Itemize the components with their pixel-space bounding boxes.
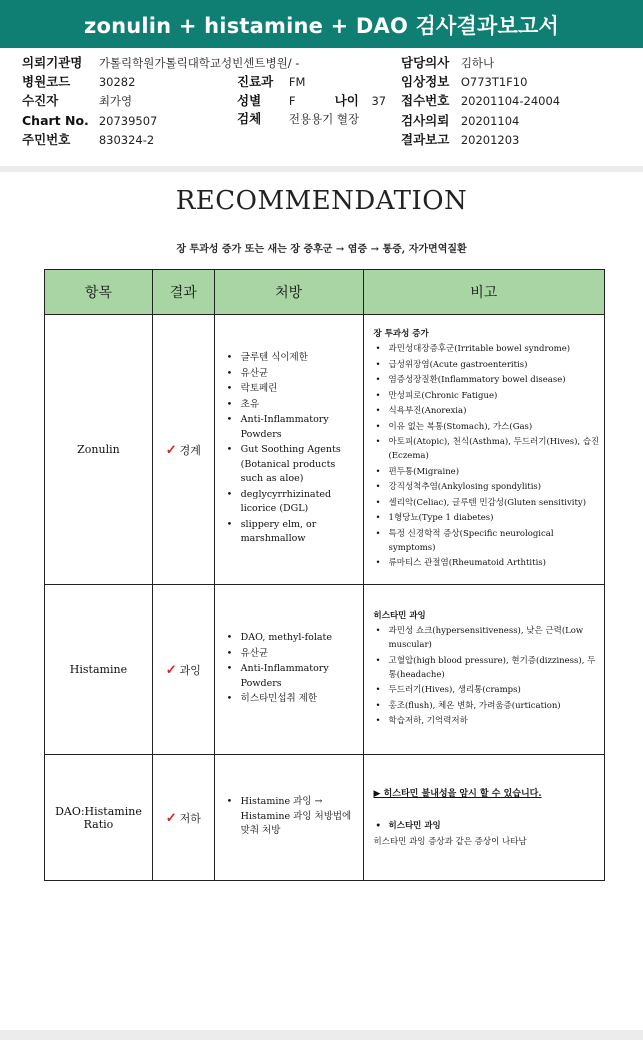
doctor-row xyxy=(401,54,494,72)
list-item: • 급성위장염(Acute gastroenteritis) xyxy=(374,358,600,372)
check-icon: ✓ xyxy=(165,810,177,826)
hospital-code-row xyxy=(22,73,135,91)
header-prescription: 처방 xyxy=(214,270,363,315)
specimen-value: 전용용기 혈장 xyxy=(288,112,360,126)
report-header-bar xyxy=(0,0,643,48)
check-icon: ✓ xyxy=(165,442,177,458)
recipient-row xyxy=(22,92,132,110)
list-item: • 식욕부진(Anorexia) xyxy=(374,404,600,418)
sex-row xyxy=(237,92,386,110)
list-item: • 편두통(Migraine) xyxy=(374,465,600,479)
result-cell xyxy=(152,585,214,755)
list-item: • 류마티스 관절염(Rheumatoid Arthtitis) xyxy=(374,556,600,570)
sex-label: 성별 xyxy=(237,93,262,108)
recommendation-title: RECOMMENDATION xyxy=(175,186,468,216)
header-result: 결과 xyxy=(152,270,214,315)
age-label: 나이 xyxy=(334,93,359,108)
doctor-value: 김하나 xyxy=(460,56,495,70)
patient-info-section xyxy=(0,48,643,168)
list-item: • 히스타민섭취 제한 xyxy=(227,692,357,707)
note-heading: 장 투과성 증가 xyxy=(373,329,429,340)
chart-no-label: Chart No. xyxy=(22,113,89,128)
list-item: • 특정 신경학적 증상(Specific neurological symptoms) xyxy=(374,527,600,555)
list-item: • 학습저하, 기억력저하 xyxy=(374,714,600,728)
result-value: 경계 xyxy=(179,443,201,457)
list-item: • 이유 없는 복통(Stomach), 가스(Gas) xyxy=(374,420,600,434)
age-value: 37 xyxy=(371,94,387,108)
note-text: 히스타민 과잉 증상과 같은 증상이 나타남 xyxy=(373,836,527,847)
resident-no-label: 주민번호 xyxy=(22,132,71,147)
list-item: • 히스타민 과잉 xyxy=(374,819,600,833)
list-item: • Histamine 과잉 → Histamine 과잉 처방법에 맞춰 처방 xyxy=(227,795,357,839)
note-cell xyxy=(363,755,604,881)
item-cell: DAO:Histamine Ratio xyxy=(45,755,153,881)
list-item: • 과민성 쇼크(hypersensitiveness), 낮은 근력(Low muscular) xyxy=(374,624,600,652)
list-item: • 염증성장질환(Inflammatory bowel disease) xyxy=(374,373,600,387)
note-cell xyxy=(363,315,604,585)
header-item: 항목 xyxy=(45,270,153,315)
sex-value: F xyxy=(288,94,296,108)
list-item: • DAO, methyl-folate xyxy=(227,631,357,646)
list-item: • 두드러기(Hives), 생리통(cramps) xyxy=(374,683,600,697)
table-header-row xyxy=(45,270,605,315)
test-request-row xyxy=(401,112,519,130)
institution-row: 의뢰기관명 가톨릭학원가톨릭대학교성빈센트병원/ - xyxy=(22,55,300,70)
check-icon: ✓ xyxy=(165,662,177,678)
report-date-row xyxy=(401,131,519,149)
item-cell: Zonulin xyxy=(45,315,153,585)
list-item: • Gut Soothing Agents (Botanical products such as aloe) xyxy=(227,443,357,487)
chart-no-value: 20739507 xyxy=(98,114,158,128)
doctor-label: 담당의사 xyxy=(401,55,450,70)
item-cell: Histamine xyxy=(45,585,153,755)
list-item: • 락토페린 xyxy=(227,382,357,397)
result-cell xyxy=(152,315,214,585)
list-item: • 유산균 xyxy=(227,647,357,662)
prescription-cell xyxy=(214,585,363,755)
resident-no-row xyxy=(22,131,154,149)
clinical-info-value: O773T1F10 xyxy=(460,75,528,89)
department-row xyxy=(237,73,305,91)
list-item: • 만성피로(Chronic Fatigue) xyxy=(374,389,600,403)
header-note: 비고 xyxy=(363,270,604,315)
list-item: • Anti-Inflammatory Powders xyxy=(227,662,357,691)
list-item: • 과민성대장증후군(Irritable bowel syndrome) xyxy=(374,342,600,356)
institution-value: 가톨릭학원가톨릭대학교성빈센트병원 xyxy=(98,56,288,70)
list-item: • Anti-Inflammatory Powders xyxy=(227,413,357,442)
test-request-value: 20201104 xyxy=(460,114,520,128)
report-date-label: 결과보고 xyxy=(401,132,450,147)
prescription-cell xyxy=(214,315,363,585)
list-item: • slippery elm, or marshmallow xyxy=(227,518,357,547)
hospital-code-label: 병원코드 xyxy=(22,74,71,89)
specimen-row xyxy=(237,110,359,128)
hospital-code-value: 30282 xyxy=(98,75,136,89)
clinical-info-row xyxy=(401,73,527,91)
prescription-cell xyxy=(214,755,363,881)
recommendation-subtitle: 장 투과성 증가 또는 새는 장 증후군 → 염증 → 통증, 자가면역질환 xyxy=(176,244,467,255)
list-item: • 아토피(Atopic), 천식(Asthma), 두드러기(Hives), 습진(Eczema) xyxy=(374,435,600,463)
report-date-value: 20201203 xyxy=(460,133,520,147)
recipient-label: 수진자 xyxy=(22,93,59,108)
result-value: 과잉 xyxy=(179,663,201,677)
recommendation-table xyxy=(44,269,605,881)
department-label: 진료과 xyxy=(237,74,274,89)
institution-label: 의뢰기관명 xyxy=(22,55,83,70)
note-heading: 히스타민 과잉 xyxy=(373,611,426,622)
recipient-value: 최가영 xyxy=(98,94,133,108)
resident-no-value: 830324-2 xyxy=(98,133,155,147)
list-item: • 글루텐 식이제한 xyxy=(227,351,357,366)
test-request-label: 검사의뢰 xyxy=(401,113,450,128)
table-row-zonulin xyxy=(45,315,605,585)
list-item: • 유산균 xyxy=(227,367,357,382)
result-cell xyxy=(152,755,214,881)
intolerance-alert: ▶ 히스타민 불내성을 암시 할 수 있습니다. xyxy=(373,789,542,800)
table-row-dao-ratio xyxy=(45,755,605,881)
report-title: zonulin + histamine + DAO 검사결과보고서 xyxy=(84,14,559,38)
list-item: • 고혈압(high blood pressure), 현기증(dizziness), 두통(headache) xyxy=(374,654,600,682)
list-item: • 강직성척추염(Ankylosing spondylitis) xyxy=(374,480,600,494)
list-item: • deglycyrrhizinated licorice (DGL) xyxy=(227,488,357,517)
specimen-label: 검체 xyxy=(237,111,262,126)
list-item: • 홍조(flush), 체온 변화, 가려움증(urtication) xyxy=(374,699,600,713)
footer-band xyxy=(0,1030,643,1040)
list-item: • 초유 xyxy=(227,398,357,413)
table-row-histamine xyxy=(45,585,605,755)
receipt-row xyxy=(401,92,560,110)
receipt-label: 접수번호 xyxy=(401,93,450,108)
department-value: FM xyxy=(288,75,306,89)
list-item: • 1형당뇨(Type 1 diabetes) xyxy=(374,511,600,525)
section-divider xyxy=(0,166,643,172)
chart-no-row xyxy=(22,112,157,130)
note-cell xyxy=(363,585,604,755)
receipt-value: 20201104-24004 xyxy=(460,94,561,108)
result-value: 저하 xyxy=(179,811,201,825)
list-item: • 셀리악(Celiac), 글루텐 민감성(Gluten sensitivity) xyxy=(374,496,600,510)
clinical-info-label: 임상정보 xyxy=(401,74,450,89)
